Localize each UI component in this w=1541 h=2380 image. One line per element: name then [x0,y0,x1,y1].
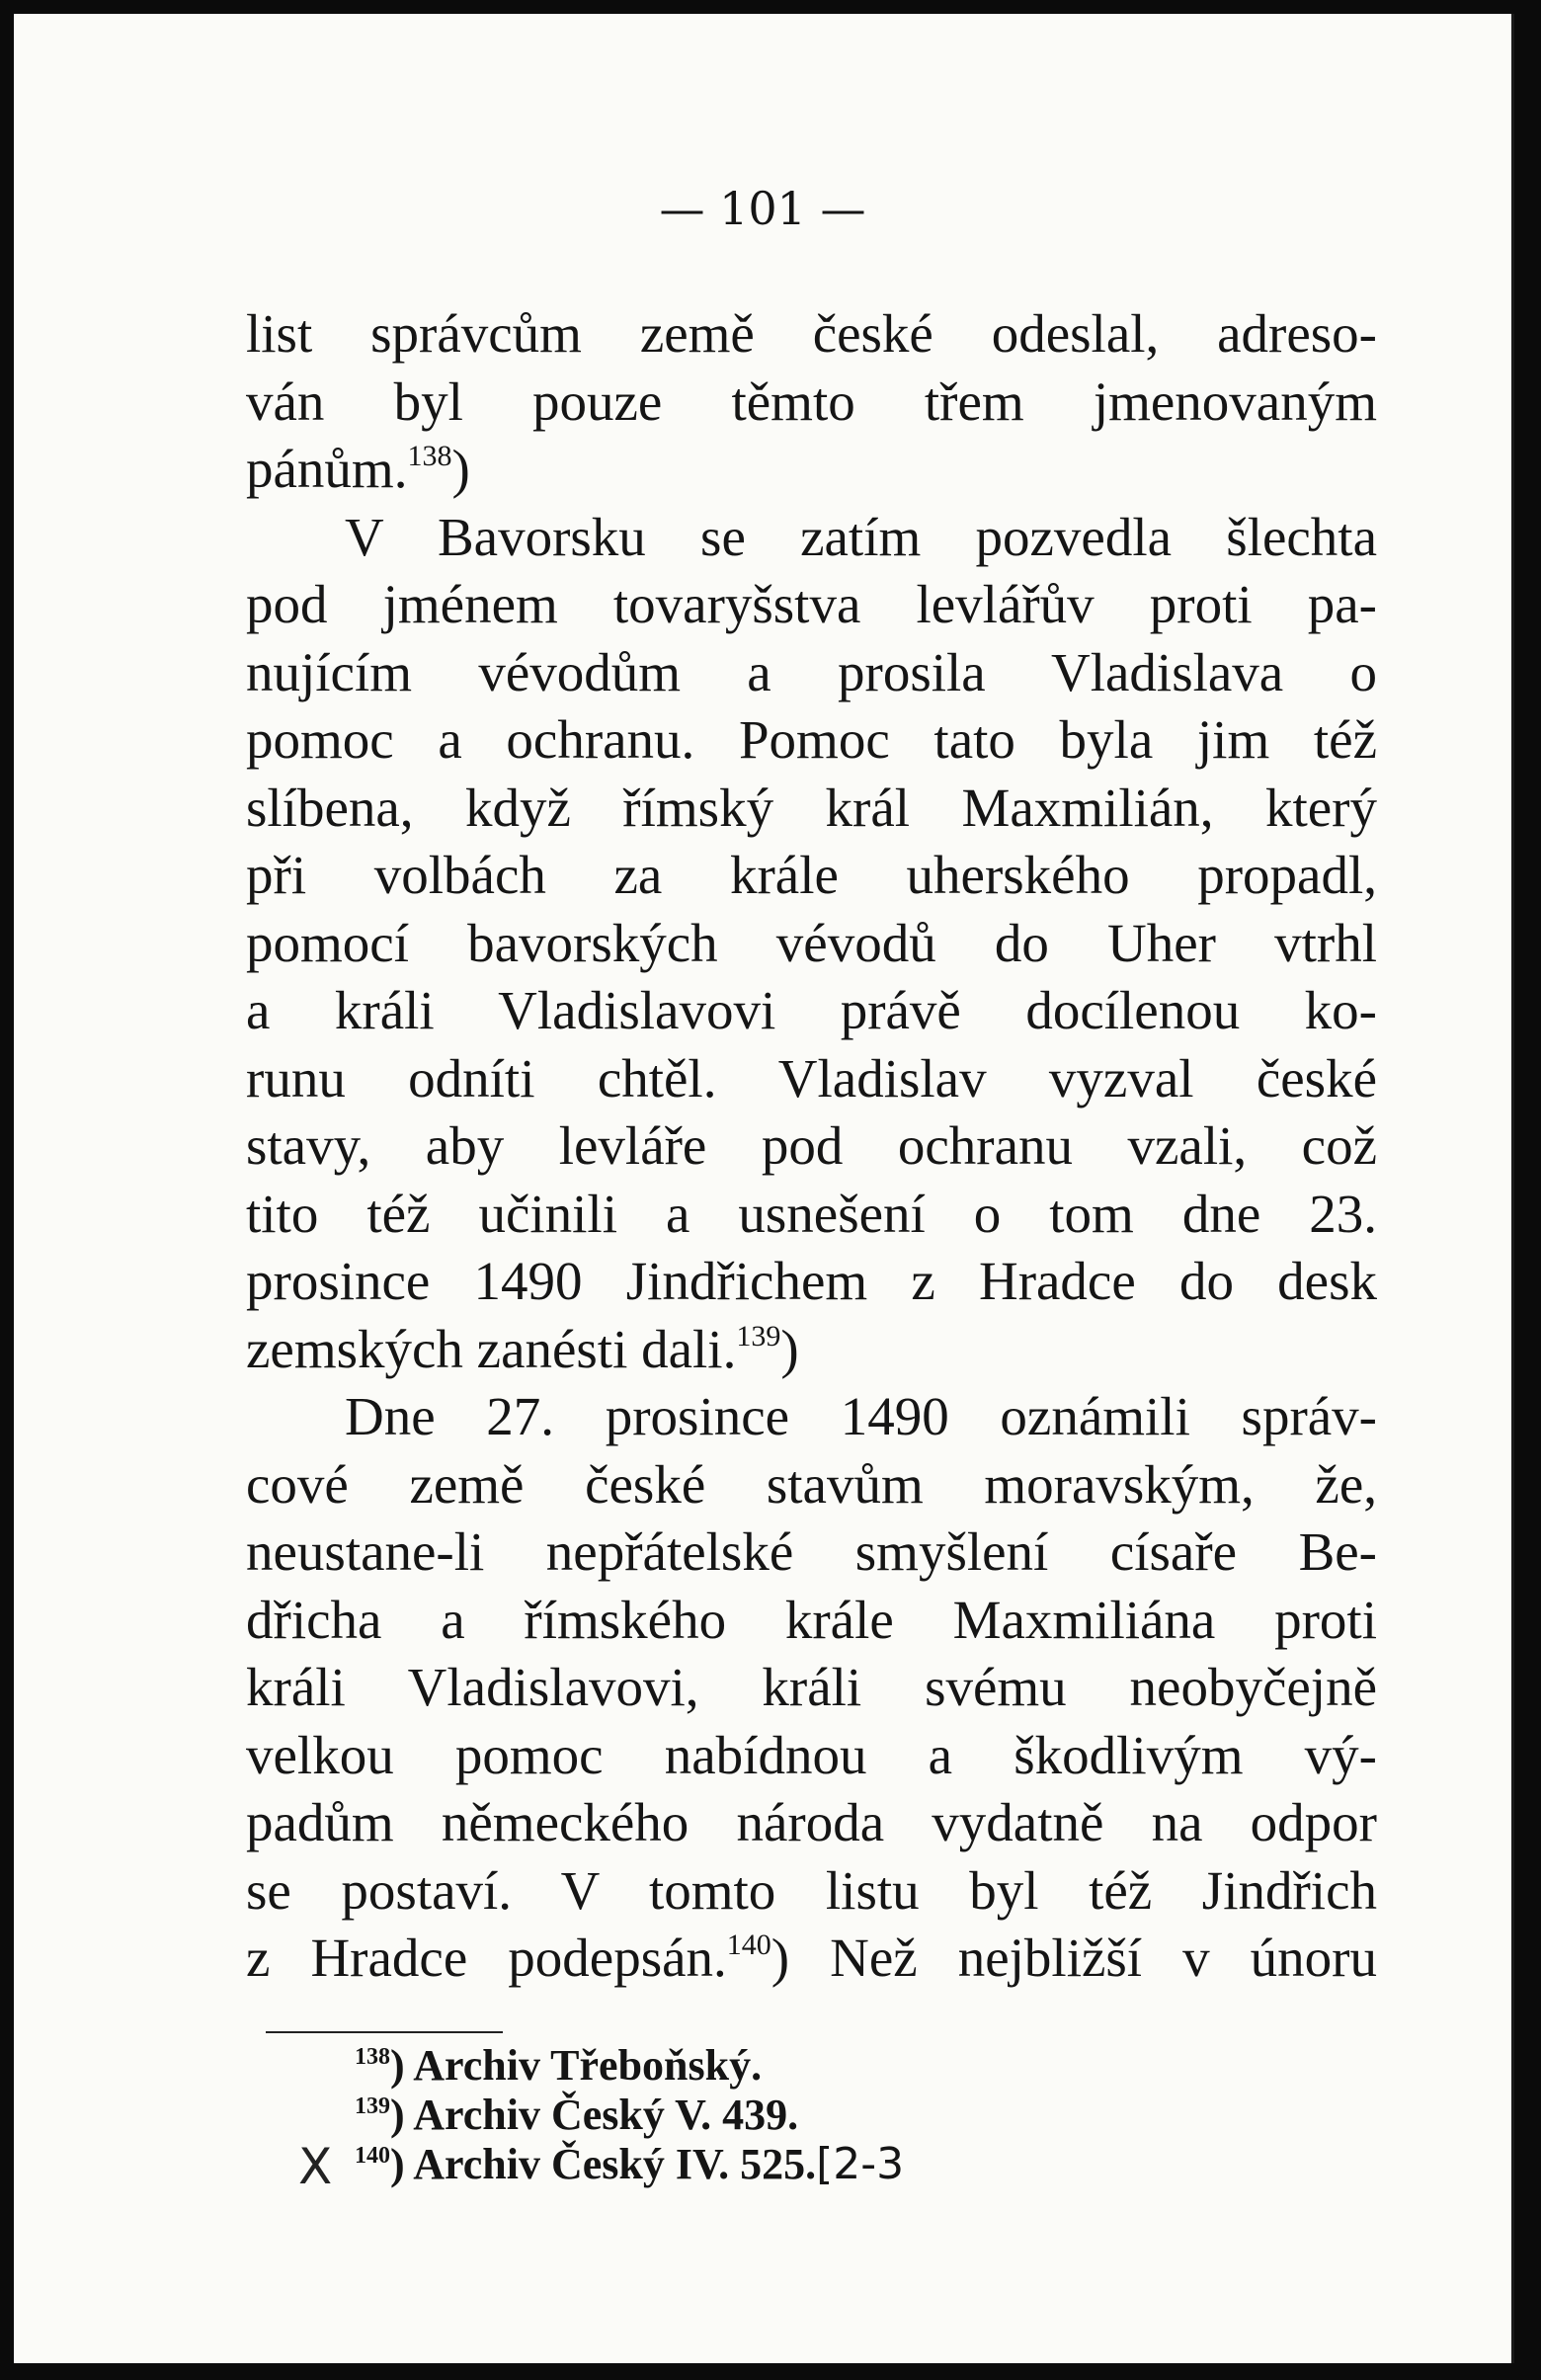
text-line: pánům.$^{138}$) [246,439,470,499]
footnote-item [355,2140,904,2189]
margin-x-mark: X [298,2138,333,2195]
footnote-text: ) Archiv Český V. 439. [390,2091,799,2139]
text-line: pod jménem tovaryšstva levlářův proti pa- [246,574,1377,634]
text-line: padům německého národa vydatně na odpor [246,1792,1377,1852]
text-line: nujícím vévodům a prosila Vladislava o [246,641,1377,702]
footnote-number: 139 [355,2093,390,2119]
text-line: tito též učinili a usnešení o tom dne 23. [246,1183,1377,1244]
footnote-text: ) Archiv Třeboňský. [390,2041,763,2090]
text-line: slíbena, když římský král Maxmilián, který [246,777,1377,838]
text-line: pomocí bavorských vévodů do Uher vtrhl [246,912,1377,973]
text-line: neustane-li nepřátelské smyšlení císaře Be- [246,1521,1377,1582]
footnote-number: 140 [355,2143,390,2169]
text-line: pomoc a ochranu. Pomoc tato byla jim též [246,709,1377,770]
body-text [246,300,1377,1993]
text-line: při volbách za krále uherského propadl, [246,845,1377,905]
text-line: a králi Vladislavovi právě docílenou ko- [246,980,1377,1040]
text-line: prosince 1490 Jindřichem z Hradce do desk [246,1251,1377,1311]
footnote-text: ) Archiv Český IV. 525. [390,2140,817,2188]
text-line: list správcům země české odeslal, adreso- [246,303,1377,364]
page-number: — 101 — [659,182,866,235]
book-page [14,14,1514,2363]
text-line: V Bavorsku se zatím pozvedla šlechta [345,506,1377,567]
text-line: zemských zanésti dali.$^{139}$) [246,1318,799,1379]
text-line: dřicha a římského krále Maxmiliána proti [246,1589,1377,1650]
text-line: velkou pomoc nabídnou a škodlivým vý- [246,1724,1377,1785]
text-line: runu odníti chtěl. Vladislav vyzval české [246,1047,1377,1108]
text-line: cové země české stavům moravským, že, [246,1453,1377,1515]
footnote-item [355,2041,904,2091]
text-line: Dne 27. prosince 1490 oznámili správ- [345,1386,1377,1446]
footnote-separator [266,2031,503,2033]
text-line: stavy, aby levláře pod ochranu vzali, což [246,1115,1377,1176]
handwritten-annotation: [2-3 [816,2139,905,2189]
text-line: se postaví. V tomto listu byl též Jindřich [246,1859,1377,1921]
text-line: z Hradce podepsán.$^{140}$) Než nejbližší v únoru [246,1928,1377,1988]
text-line: ván byl pouze těmto třem jmenovaným [246,370,1377,432]
text-line: králi Vladislavovi, králi svému neobyčejně [246,1657,1377,1717]
footnote-number: 138 [355,2044,390,2070]
footnotes [355,2041,904,2189]
footnote-item [355,2091,904,2140]
